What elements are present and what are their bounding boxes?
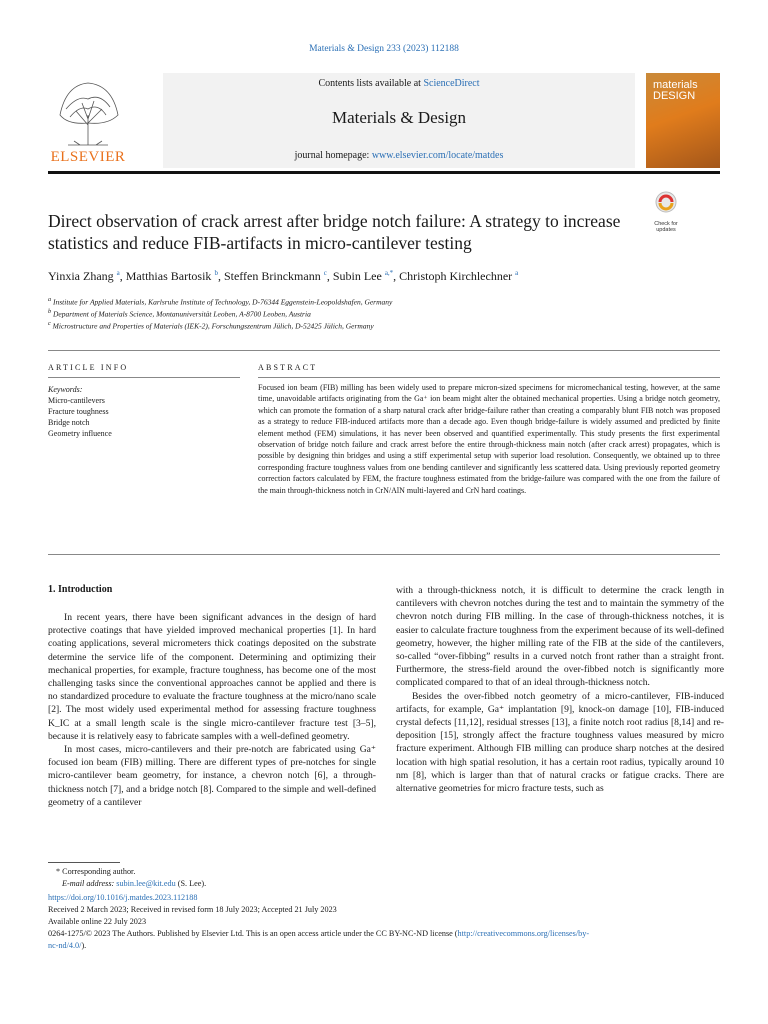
journal-title: Materials & Design <box>331 108 467 127</box>
doi-link[interactable]: https://doi.org/10.1016/j.matdes.2023.112188 <box>48 893 198 902</box>
author[interactable]: Christoph Kirchlechner $^a$ <box>399 269 519 283</box>
journal-reference[interactable]: Materials & Design 233 (2023) 112188 <box>309 44 459 54</box>
keyword: Geometry influence <box>48 429 112 438</box>
affiliation-rule <box>48 350 720 351</box>
author[interactable]: Subin Lee $^{a,*}$ <box>332 269 394 283</box>
affiliation: $^b$ Department of Materials Science, Montanuniversität Leoben, A-8700 Leoben, Austria <box>48 308 311 319</box>
footnote-rule <box>48 862 120 863</box>
keywords-label: Keywords: <box>48 385 83 394</box>
article-info-rule <box>48 377 240 378</box>
author[interactable]: Matthias Bartosik $^b$ <box>125 269 218 283</box>
license-note: 0264-1275/© 2023 The Authors. Published by Elsevier Ltd. This is an open access article under the CC BY-NC-ND license (http://creativecommons.org/licenses/by- <box>48 929 590 938</box>
abstract-rule <box>258 377 720 378</box>
article-info-heading: ARTICLE INFO <box>48 363 129 372</box>
keyword: Fracture toughness <box>48 407 109 416</box>
license-note-cont: nc-nd/4.0/). <box>48 941 87 950</box>
check-badge-text: Check for updates <box>654 221 678 233</box>
paragraph: In recent years, there have been significant advances in the design of hard protective coatings that have yielded improved mechanical properties [1]. In hard coating applications, several micrometers thick coatings deposited on the substrate determine the service life of the component. Determining and optimizing their mechanical properties, for example, fracture toughness, has become one of the most challenging tasks since the conventional approaches cannot be applied and there is no standardized procedure to evaluate the fracture toughness at the micro/nano scale [2]. The most widely used experimental method for assessing fracture toughness K_IC at a small length scale is the single micro-cantilever fracture test [3–5], because it is relatively easy to fabricate samples with a well-defined geometry. <box>48 612 376 742</box>
author-list: Yinxia Zhang $^a$, Matthias Bartosik $^b$, Steffen Brinckmann $^c$, Subin Lee $^{a,*}$, Christoph Kirchlechner $^a$ <box>48 269 519 283</box>
check-for-updates-icon <box>648 190 684 216</box>
license-link-cont[interactable]: nc-nd/4.0/ <box>48 941 82 950</box>
article-title: Direct observation of crack arrest after bridge notch failure: A strategy to increase statistics and reduce FIB-artifacts in micro-cantilever testing <box>48 211 621 253</box>
header-rule <box>48 171 720 174</box>
email-link[interactable]: subin.lee@kit.edu <box>116 879 176 888</box>
footnotes <box>48 866 728 952</box>
homepage-prefix: journal homepage: <box>294 150 372 161</box>
corresponding-author-note: * Corresponding author. <box>56 867 136 876</box>
paragraph: In most cases, micro-cantilevers and their pre-notch are fabricated using Ga⁺ focused ion beam (FIB) milling. There are different types of pre-notches for single micro-cantilever beam geometry, for instance, a chevron notch [6], a through-thickness notch [7], and a bridge notch [8]. Compared to the simple and well-defined geometry of a cantilever <box>48 744 376 808</box>
paragraph: with a through-thickness notch, it is difficult to determine the crack length in cantilevers with chevron notches during the test and to maintain the symmetry of the chevron notch during FIB milling. In the case of through-thickness notches, it is easier to calculate fracture toughness from the experiment because of its well-defined geometry, however, the higher milling rate of the FIB at the side of the cantilevers, so-called “over-fibbing” results in a curved notch front rather than a straight front. Furthermore, the stress-field around the over-fibbed notch is significantly more complicated compared to that of an ideal through-thickness notch. <box>396 585 724 689</box>
contents-line <box>163 78 635 89</box>
keyword: Bridge notch <box>48 418 90 427</box>
journal-homepage <box>163 150 635 161</box>
elsevier-wordmark: ELSEVIER <box>50 149 126 165</box>
license-link[interactable]: http://creativecommons.org/licenses/by- <box>457 929 590 938</box>
sciencedirect-link[interactable]: ScienceDirect <box>423 78 480 89</box>
author[interactable]: Steffen Brinckmann $^c$ <box>223 269 327 283</box>
homepage-link[interactable]: www.elsevier.com/locate/matdes <box>371 150 504 161</box>
received-dates: Received 2 March 2023; Received in revised form 18 July 2023; Accepted 21 July 2023 <box>48 905 337 914</box>
contents-prefix: Contents lists available at <box>318 78 424 89</box>
online-date: Available online 22 July 2023 <box>48 917 147 926</box>
abstract-bottom-rule <box>48 554 720 555</box>
affiliation: $^c$ Microstructure and Properties of Materials (IEK-2), Forschungszentrum Jülich, D-52425 Jülich, Germany <box>48 320 374 331</box>
keyword: Micro-cantilevers <box>48 396 105 405</box>
cover-title: materials DESIGN <box>653 79 698 102</box>
body-column-left <box>48 611 376 809</box>
paragraph: Besides the over-fibbed notch geometry of a micro-cantilever, FIB-induced artifacts, for example, Ga⁺ implantation [9], knock-on damage [10], FIB-induced crystal defects [11,12], residual stresses [13], a finite notch root radius [8,14] and re-deposition [15], strongly affect the fracture toughness values measured by micro fracture experiment. Although FIB milling can produce sharp notches at the desired location with high spatial resolution, it has a certain root radius, typically around 10 nm [8], which is larger than that of natural cracks or fatigue cracks. There are alternative geometries for micro fracture tests, such as <box>396 690 724 795</box>
check-for-updates-badge[interactable] <box>648 190 684 233</box>
abstract-text: Focused ion beam (FIB) milling has been widely used to prepare micron-sized specimens for micromechanical testing, however, at the same time, unavoidable artifacts originating from the Ga⁺ ion beam might alter the obtained mechanical properties. Using a bridge notch geometry, which can promote the formation of a sharp natural crack after bridge-failure rather than creating a comparably blunt FIB notch was proposed as a strategy to reduce FIB-induced artifacts more than a decade ago. Even though bridge-failure is widely assumed and predicted by finite element method (FEM) simulations, it has never been observed and quantified experimentally. This study presents the first experimental observation of bridge notch failure and crack arrest before the entire through-thickness main notch (after crack arrest) propagates, which is possible by designing thin bridges and using a stiff experimental setup with superior load resolution. Consequently, we obtained up to three corresponding fracture toughness values from one bending cantilever and significantly less scattered data. Using previously reported geometry correction factors calculated by FEM, the fracture toughness estimated from the bridge-failure was compared with the one from the failure of the main through-thickness notch in CrN/AlN multi-layered and CrN hard coatings. <box>258 383 720 495</box>
email-note: E-mail address: subin.lee@kit.edu (S. Lee). <box>62 879 207 888</box>
affiliation: $^a$ Institute for Applied Materials, Karlsruhe Institute of Technology, D-76344 Eggenstein-Leopoldshafen, Germany <box>48 296 393 307</box>
section-heading-introduction: 1. Introduction <box>48 584 113 595</box>
abstract-heading: ABSTRACT <box>258 363 318 372</box>
keywords-block <box>48 384 240 439</box>
author[interactable]: Yinxia Zhang $^a$ <box>48 269 120 283</box>
body-column-right <box>396 584 724 795</box>
